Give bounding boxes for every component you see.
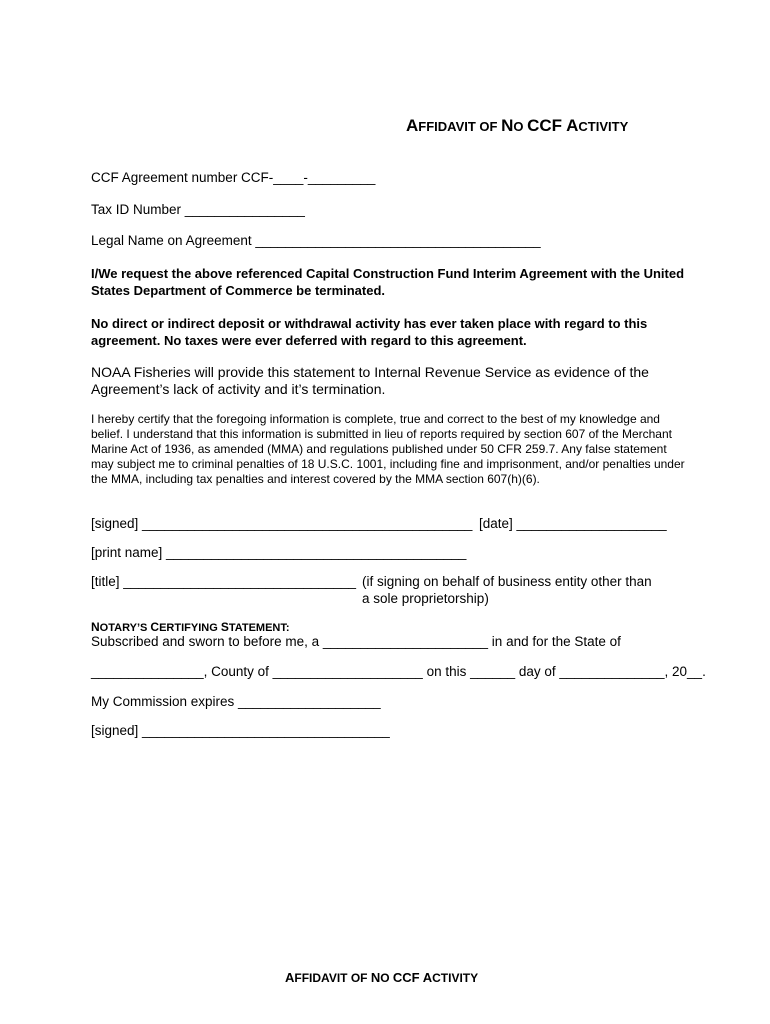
date-line: [date] ____________________ [479, 516, 667, 531]
page-footer: AFFIDAVIT OF NO CCF ACTIVITY [285, 970, 479, 985]
title-line: [title] _______________________________ [91, 574, 357, 589]
certification-paragraph: I hereby certify that the foregoing information is complete, true and correct to the best of my knowledge and belief. I understand that this information is submitted in lieu of reports required by section 607 of the Merchant Marine Act of 1936, as amended (MMA) and regulations published under 50 CFR 259.7. Any false statement may subject me to criminal penalties of 18 U.S.C. 1001, including fine and imprisonment, and/or penalties under the MMA, including tax penalties and interest covered by the MMA section 607(h)(6). [91, 412, 685, 486]
legal-name-field: Legal Name on Agreement ______________________________________ [91, 233, 541, 248]
termination-request-paragraph: I/We request the above referenced Capital Construction Fund Interim Agreement with the United States Department of Commerce be terminated. [91, 266, 685, 298]
notary-sworn-line: Subscribed and sworn to before me, a ______________________ in and for the State of [91, 634, 621, 649]
print-name-line: [print name] ________________________________________ [91, 545, 467, 560]
entity-note-line-1: (if signing on behalf of business entity other than [362, 574, 652, 589]
entity-note-line-2: a sole proprietorship) [362, 591, 489, 606]
notary-county-line: _______________, County of ____________________ on this ______ day of ______________, 20__. [91, 664, 706, 679]
notary-signature-line: [signed] _________________________________ [91, 723, 390, 738]
no-activity-paragraph: No direct or indirect deposit or withdrawal activity has ever taken place with regard to this agreement. No taxes were ever deferred with regard to this agreement. [91, 316, 648, 348]
document-title: AFFIDAVIT OF NO CCF ACTIVITY [406, 116, 629, 135]
agreement-number-field: CCF Agreement number CCF-____-_________ [91, 170, 376, 185]
commission-expires-line: My Commission expires ___________________ [91, 694, 381, 709]
signature-line: [signed] ____________________________________________ [91, 516, 473, 531]
noaa-statement-paragraph: NOAA Fisheries will provide this statement to Internal Revenue Service as evidence of the Agreement’s lack of activity and it’s termination. [91, 364, 649, 397]
notary-heading: NOTARY’S CERTIFYING STATEMENT: [91, 620, 290, 634]
tax-id-field: Tax ID Number ________________ [91, 202, 305, 217]
